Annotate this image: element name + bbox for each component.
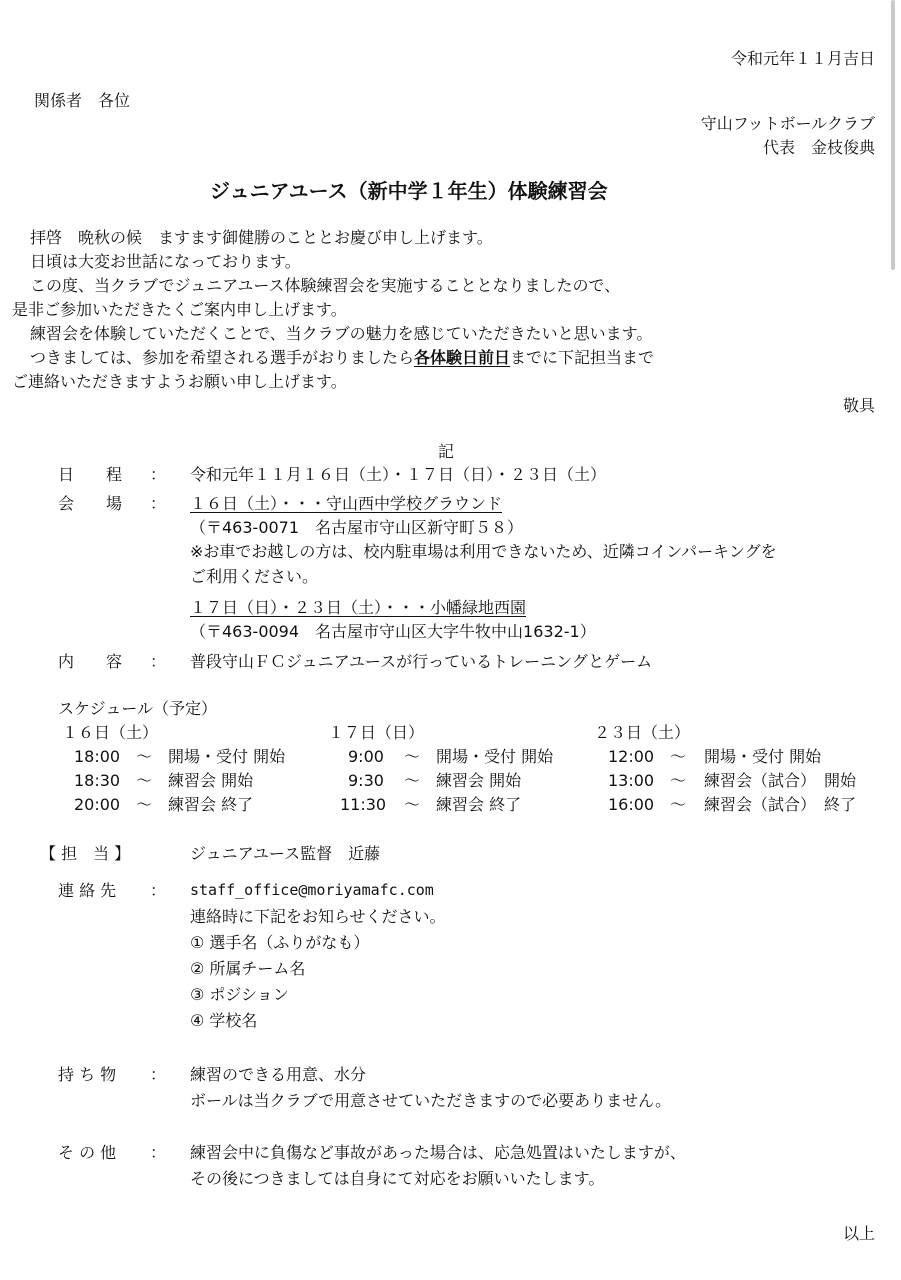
body-line-2: 日頃は大変お世話になっております。 (30, 252, 301, 271)
other-line-2: その後につきましては自身にて対応をお願いいたします。 (190, 1169, 605, 1188)
addressee: 関係者 各位 (34, 91, 131, 110)
tilde: ～ (136, 795, 153, 814)
body-line-6 (30, 350, 654, 366)
schedule-event: 練習会 終了 (168, 795, 254, 814)
tilde: ～ (670, 747, 687, 766)
venue-2-address: （〒463-0094 名古屋市守山区大字牛牧中山1632-1） (190, 622, 596, 641)
belongings-line-1: 練習のできる用意、水分 (190, 1065, 367, 1084)
ki-heading: 記 (438, 442, 455, 461)
content-value: 普段守山ＦＣジュニアユースが行っているトレーニングとゲーム (190, 652, 653, 671)
representative: 代表 金枝俊典 (762, 138, 875, 157)
schedule-time: 16:00 (608, 795, 655, 814)
end-ijo: 以上 (842, 1224, 875, 1243)
venue-1: １６日（土）・・・守山西中学校グラウンド (190, 494, 503, 513)
body-line-7: ご連絡いただきますようお願い申し上げます。 (12, 372, 347, 391)
organization-name: 守山フットボールクラブ (700, 114, 875, 133)
other-label: そ の 他 (58, 1143, 117, 1162)
tilde: ～ (404, 771, 421, 790)
deadline-emphasis: 各体験日前日 (414, 348, 511, 367)
schedule-time: 18:30 (74, 771, 121, 790)
body-line-3: この度、当クラブでジュニアユース体験練習会を実施することとなりましたので、 (30, 276, 621, 295)
schedule-time: 11:30 (340, 795, 387, 814)
schedule-heading: スケジュール（予定） (58, 699, 218, 718)
contact-instruction: 連絡時に下記をお知らせください。 (190, 907, 446, 926)
other-line-1: 練習会中に負傷など事故があった場合は、応急処置はいたしますが、 (190, 1143, 686, 1162)
content-label: 内 容 (58, 652, 131, 671)
day-label-23: ２３日（土） (594, 723, 691, 742)
colon-2: ： (150, 494, 167, 513)
schedule-event: 開場・受付 開始 (436, 747, 554, 766)
schedule-event: 練習会（試合） 終了 (704, 795, 857, 814)
person-in-charge-label: 【 担 当 】 (40, 844, 131, 863)
issue-date: 令和元年１１月吉日 (730, 49, 875, 68)
tilde: ～ (404, 747, 421, 766)
person-in-charge: ジュニアユース監督 近藤 (190, 844, 381, 863)
closing-keigu: 敬具 (842, 396, 875, 415)
schedule-event: 練習会 終了 (436, 795, 522, 814)
schedule-time: 9:00 (348, 747, 384, 766)
schedule-label: 日 程 (58, 465, 131, 484)
schedule-time: 18:00 (74, 747, 121, 766)
tilde: ～ (136, 747, 153, 766)
venue-2: １７日（日）・２３日（土）・・・小幡緑地西園 (190, 598, 527, 617)
venue-1-address: （〒463-0071 名古屋市守山区新守町５８） (190, 518, 524, 537)
schedule-event: 練習会 開始 (436, 771, 522, 790)
schedule-event: 開場・受付 開始 (168, 747, 286, 766)
contact-item: ① 選手名（ふりがなも） (190, 933, 370, 952)
schedule-event: 練習会 開始 (168, 771, 254, 790)
colon-6: ： (150, 1143, 167, 1162)
schedule-event: 練習会（試合） 開始 (704, 771, 857, 790)
contact-item: ② 所属チーム名 (190, 959, 306, 978)
belongings-line-2: ボールは当クラブで用意させていただきますので必要ありません。 (190, 1091, 672, 1110)
schedule-time: 9:30 (348, 771, 384, 790)
schedule-dates: 令和元年１１月１６日（土）・１７日（日）・２３日（土） (190, 465, 607, 484)
day-label-17: １７日（日） (328, 723, 425, 742)
document-title: ジュニアユース（新中学１年生）体験練習会 (210, 179, 608, 203)
scrollbar[interactable] (891, 0, 895, 270)
contact-email[interactable]: staff_office@moriyamafc.com (190, 881, 434, 899)
colon-3: ： (150, 652, 167, 671)
venue-1-note-2: ご利用ください。 (190, 567, 319, 586)
contact-item: ③ ポジション (190, 985, 289, 1004)
body-line-5: 練習会を体験していただくことで、当クラブの魅力を感じていただきたいと思います。 (30, 324, 653, 343)
tilde: ～ (670, 795, 687, 814)
contact-item: ④ 学校名 (190, 1011, 258, 1030)
colon-4: ： (150, 881, 167, 900)
venue-label: 会 場 (58, 494, 131, 513)
belongings-label: 持 ち 物 (58, 1065, 117, 1084)
tilde: ～ (404, 795, 421, 814)
tilde: ～ (670, 771, 687, 790)
colon-1: ： (150, 465, 167, 484)
schedule-time: 20:00 (74, 795, 121, 814)
body-line-4: 是非ご参加いただきたくご案内申し上げます。 (12, 300, 347, 319)
body-line-6a: つきましては、参加を希望される選手がおりましたら (30, 348, 415, 367)
body-line-1: 拝啓 晩秋の候 ますます御健勝のこととお慶び申し上げます。 (30, 228, 493, 247)
day-label-16: １６日（土） (62, 723, 159, 742)
schedule-time: 12:00 (608, 747, 655, 766)
venue-1-note: ※お車でお越しの方は、校内駐車場は利用できないため、近隣コインパーキングを (190, 542, 777, 561)
schedule-event: 開場・受付 開始 (704, 747, 822, 766)
body-line-6c: までに下記担当まで (510, 348, 655, 367)
contact-label: 連 絡 先 (58, 881, 117, 900)
tilde: ～ (136, 771, 153, 790)
colon-5: ： (150, 1065, 167, 1084)
schedule-time: 13:00 (608, 771, 655, 790)
